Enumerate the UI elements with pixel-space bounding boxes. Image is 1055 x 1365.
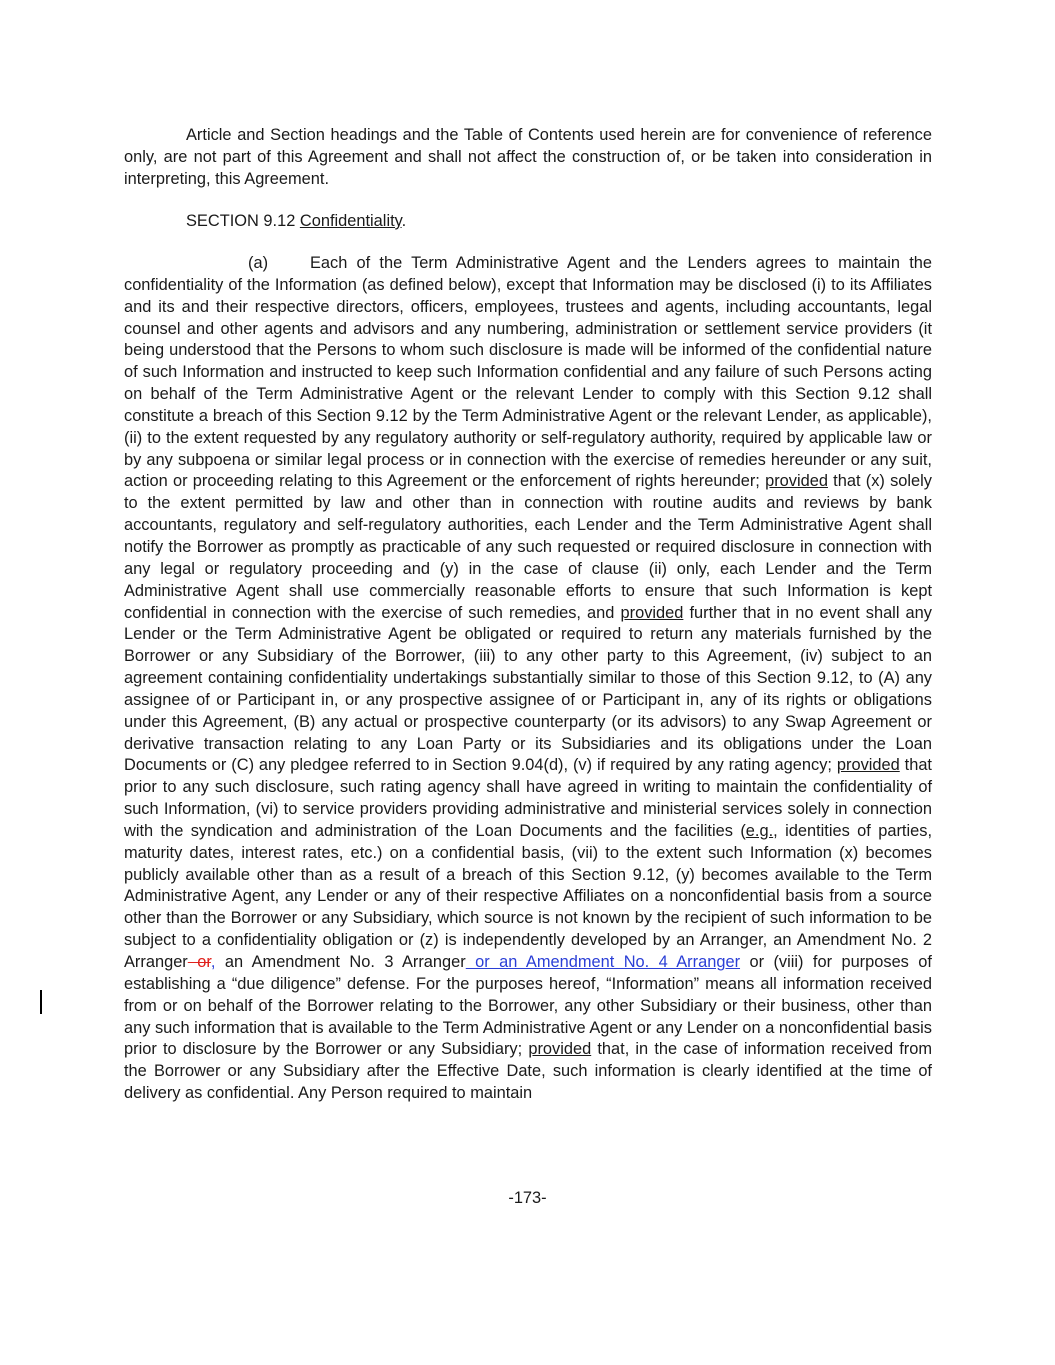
page-number: -173- bbox=[508, 1189, 547, 1207]
clause-text-6: an Amendment No. 3 Arranger bbox=[215, 953, 466, 971]
clause-label: (a) bbox=[248, 254, 269, 272]
inserted-revision-text: or an Amendment No. 4 Arranger bbox=[465, 953, 741, 971]
provided-term-4: provided bbox=[528, 1040, 592, 1059]
clause-text-3: further that in no event shall any Lender or the Term Administrative Agent be obligated or required to return any materials furnished by the Borrower or any Subsidiary of the Borrower, (iii) to any other party to this Agreement, (iv) subject to an agreement containing confidentiality undertakings substantially similar to those of this Section 9.12, to (A) any assignee of or Participant in, or any prospective assignee of or Participant in, any of its rights or obligations under this Agreement, (B) any actual or prospective counterparty (or its advisors) to any Swap Agreement or derivative transaction relating to any Loan Party or its Subsidiaries and its obligations under the Loan Documents or (C) any pledgee referred to in Section 9.04(d), (v) if required by any rating agency; bbox=[124, 603, 932, 775]
provided-term-1: provided bbox=[765, 472, 828, 491]
eg-term: e.g. bbox=[745, 821, 774, 840]
section-number: SECTION 9.12 bbox=[186, 212, 296, 230]
revision-change-bar bbox=[40, 990, 42, 1014]
clause-text-2: that (x) solely to the extent permitted by law and other than in connection with routine audits and reviews by bank accountants, regulatory and self-regulatory authorities, each Lender and the Term Administrative Agent shall notify the Borrower as promptly as practicable of any such requested or required disclosure in connection with any legal or regulatory proceeding and (y) in the case of clause (ii) only, each Lender and the Term Administrative Agent shall use commercially reasonable efforts to ensure that such Information is kept confidential in connection with the exercise of such remedies, and bbox=[124, 472, 932, 622]
inserted-revision-comma: , bbox=[210, 953, 216, 971]
section-title: Confidentiality bbox=[299, 212, 402, 230]
paragraph-headings-clause: Article and Section headings and the Table of Contents used herein are for convenience of reference only, are not part of this Agreement and shall not affect the construction of, or be taken into consideration in interpreting, this Agreement. bbox=[124, 126, 932, 188]
deleted-revision-text: or bbox=[187, 953, 211, 971]
clause-text-8: that, in the case of information received from the Borrower or any Subsidiary after the Effective Date, such information is clearly identified at the time of delivery as confidential. Any Person required to maintain bbox=[124, 1040, 932, 1103]
clause-text-4: that prior to any such disclosure, such rating agency shall have agreed in writing to maintain the confidentiality of such Information, (vi) to service providers providing administrative and ministerial services solely in connection with the syndication and administration of the Loan Documents and the facilities ( bbox=[124, 756, 932, 840]
section-heading bbox=[186, 210, 406, 232]
clause-text-7: or (viii) for purposes of establishing a “due diligence” defense. For the purposes hereof, “Information” means all information received from or on behalf of the Borrower relating to the Borrower, any other Subsidiary or their business, other than any such information that is available to the Term Administrative Agent or any Lender on a nonconfidential basis prior to disclosure by the Borrower or any Subsidiary; bbox=[124, 953, 932, 1059]
clause-text-1: Each of the Term Administrative Agent and the Lenders agrees to maintain the confidentiality of the Information (as defined below), except that Information may be disclosed (i) to its Affiliates and its and their respective directors, officers, employees, trustees and agents, including accountants, legal counsel and other agents and advisors and any numbering, administration or settlement service providers (it being understood that the Persons to whom such disclosure is made will be informed of the confidential nature of such Information and instructed to keep such Information confidential and any failure of such Persons acting on behalf of the Term Administrative Agent or the relevant Lender to comply with this Section 9.12 shall constitute a breach of this Section 9.12 by the Term Administrative Agent or the relevant Lender, as applicable), (ii) to the extent requested by any regulatory authority or self-regulatory authority, required by applicable law or by any subpoena or similar legal process or in connection with the exercise of remedies hereunder or any suit, action or proceeding relating to this Agreement or the enforcement of rights hereunder; bbox=[124, 254, 932, 491]
section-title-period: . bbox=[401, 212, 407, 230]
clause-a-paragraph bbox=[124, 253, 932, 1105]
provided-term-2: provided bbox=[620, 603, 684, 622]
provided-term-3: provided bbox=[836, 756, 900, 775]
clause-text-5: , identities of parties, maturity dates, interest rates, etc.) on a confidential basis, (vii) to the extent such Information (x) becomes publicly available other than as a result of a breach of this Section 9.12, (y) becomes available to the Term Administrative Agent, any Lender or any of their respective Affiliates on a nonconfidential basis from a source other than the Borrower or any Subsidiary, which source is not known by the recipient of such information to be subject to a confidentiality obligation or (z) is independently developed by an Arranger, an Amendment No. 2 Arranger bbox=[124, 821, 932, 971]
